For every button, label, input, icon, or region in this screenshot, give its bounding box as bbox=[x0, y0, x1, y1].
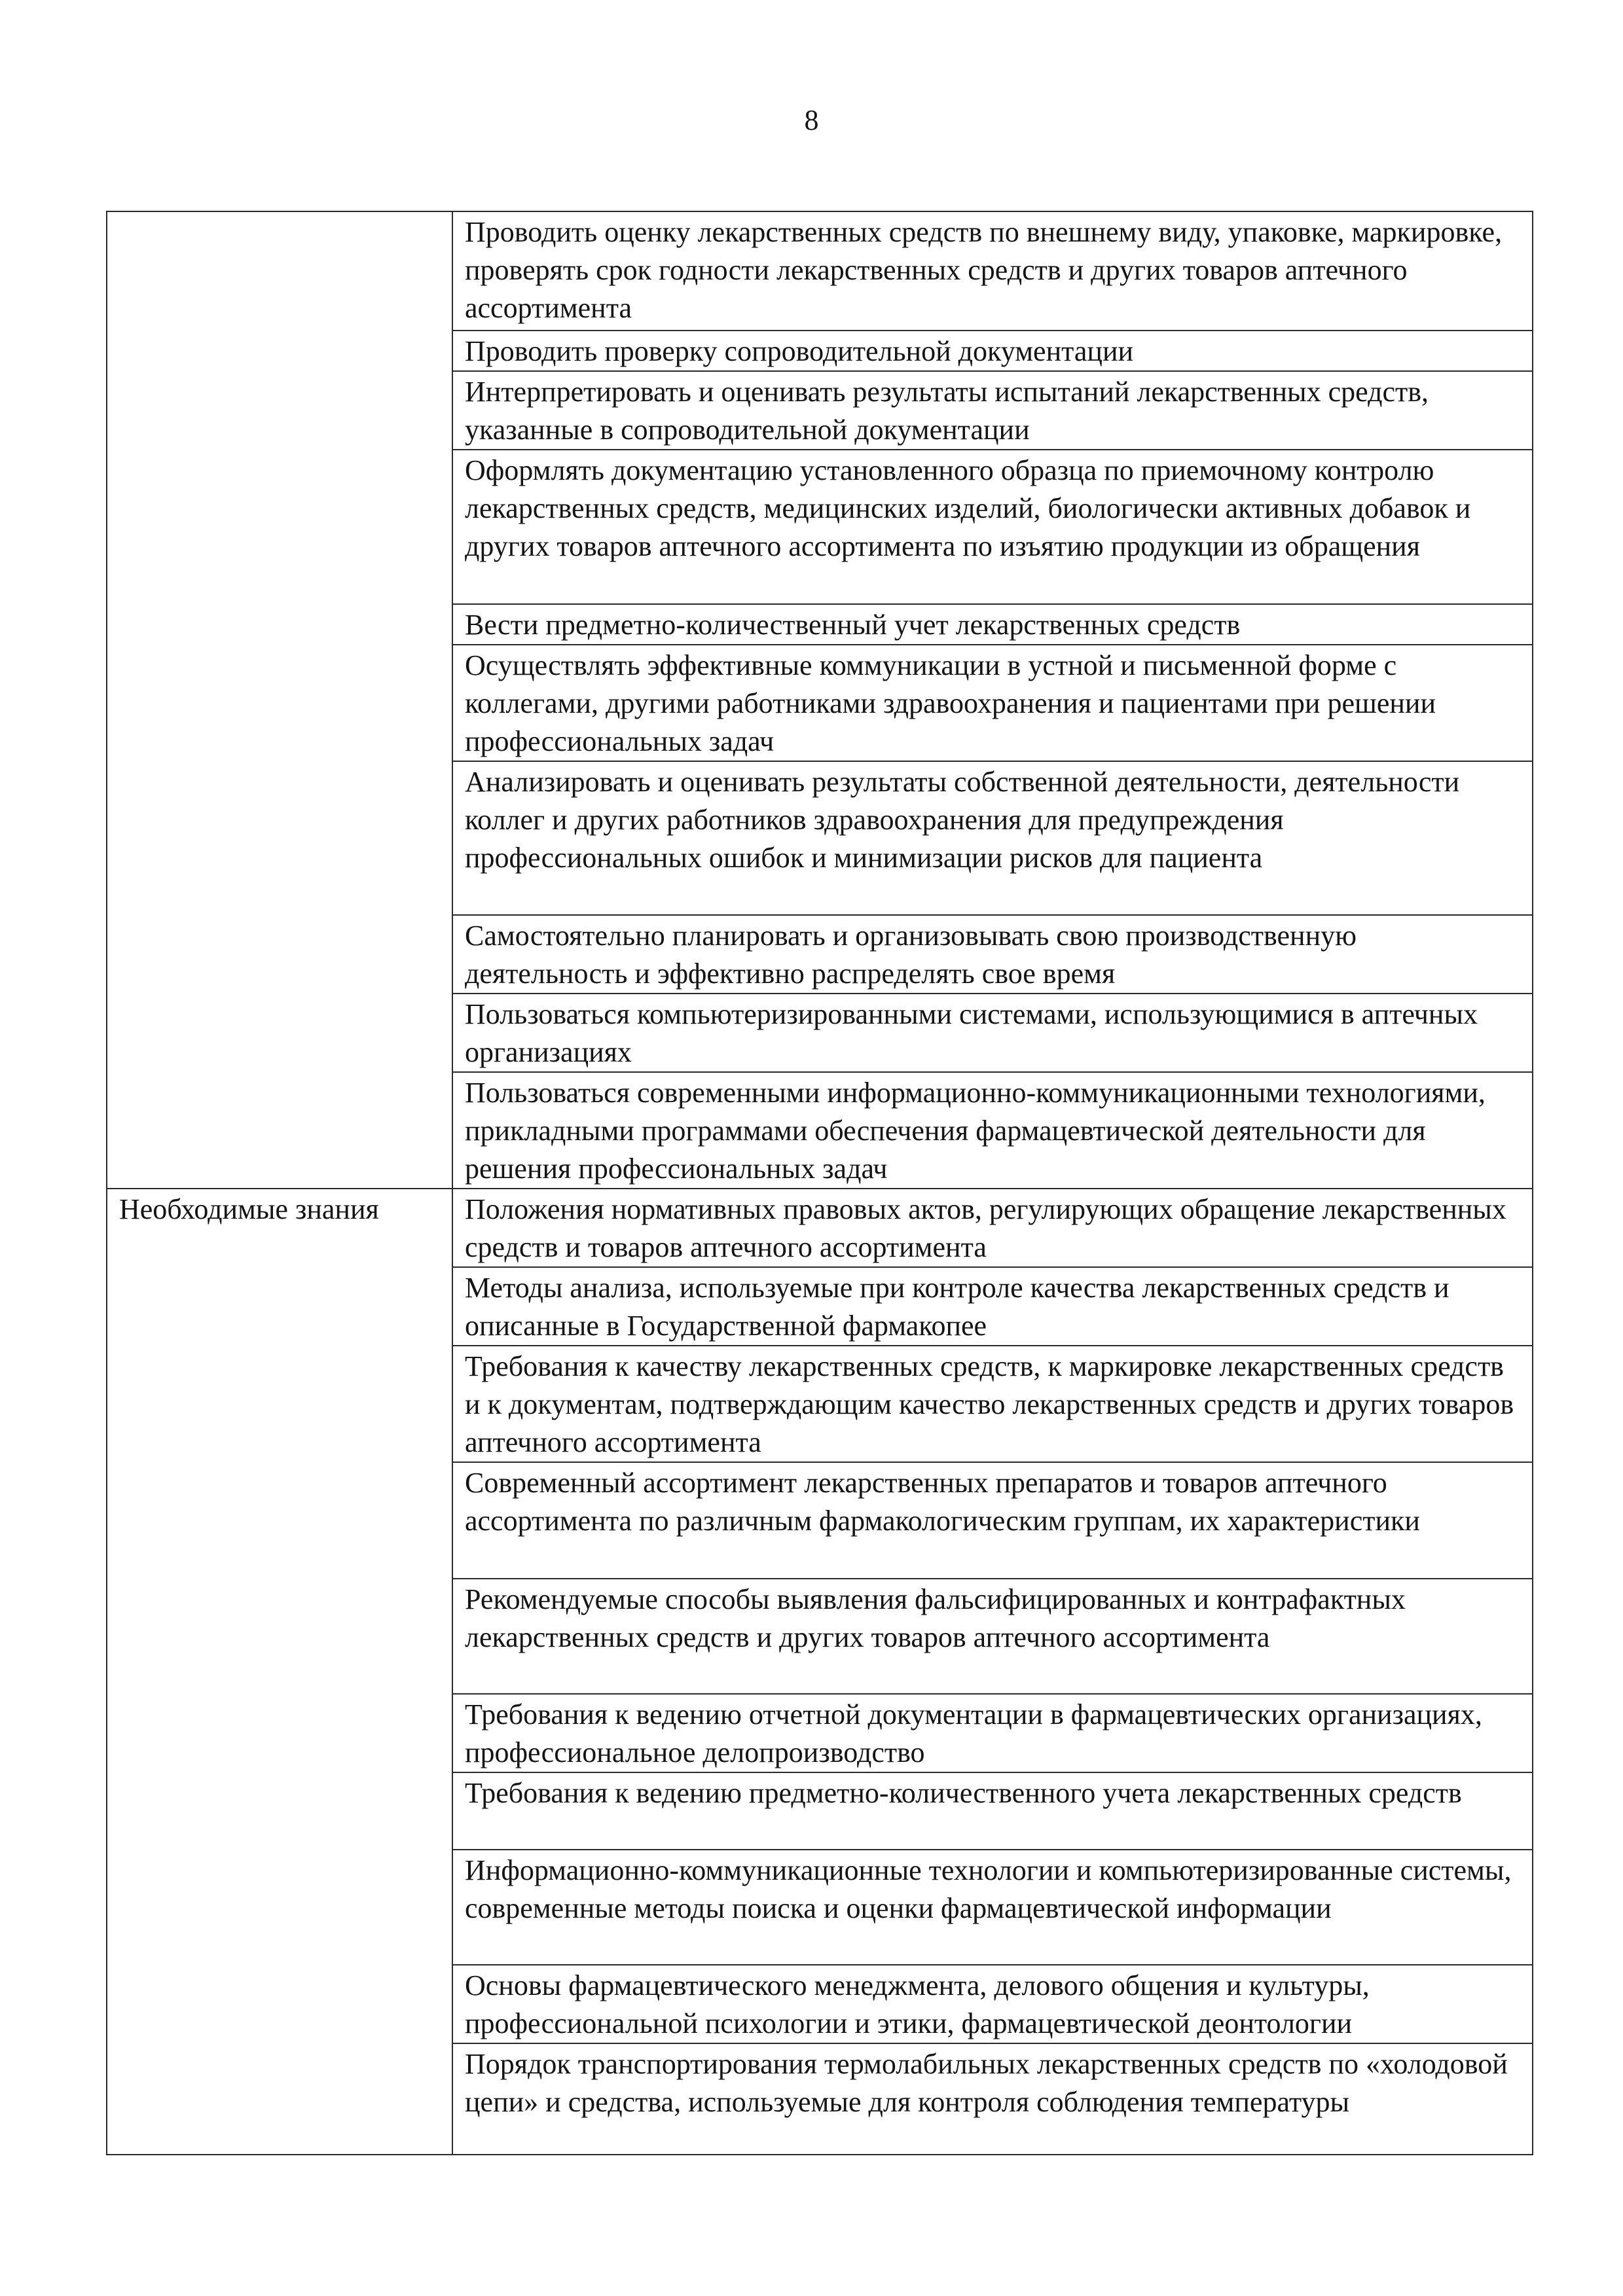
table-cell: Требования к ведению предметно-количественного учета лекарственных средств bbox=[452, 1772, 1533, 1850]
table-row bbox=[107, 211, 1533, 331]
table-cell: Положения нормативных правовых актов, регулирующих обращение лекарственных средств и товаров аптечного ассортимента bbox=[452, 1189, 1533, 1267]
knowledge-label-cell bbox=[107, 1189, 452, 2155]
skills-table bbox=[106, 211, 1533, 2155]
table-cell: Проводить проверку сопроводительной документации bbox=[452, 331, 1533, 371]
table-cell: Рекомендуемые способы выявления фальсифицированных и контрафактных лекарственных средств и других товаров аптечного ассортимента bbox=[452, 1579, 1533, 1694]
table-cell: Требования к ведению отчетной документации в фармацевтических организациях, профессиональное делопроизводство bbox=[452, 1694, 1533, 1772]
table-cell: Анализировать и оценивать результаты собственной деятельности, деятельности коллег и других работников здравоохранения для предупреждения профессиональных ошибок и минимизации рисков для пациента bbox=[452, 761, 1533, 915]
table-cell: Вести предметно-количественный учет лекарственных средств bbox=[452, 604, 1533, 645]
table-cell: Требования к качеству лекарственных средств, к маркировке лекарственных средств и к документам, подтверждающим качество лекарственных средств и других товаров аптечного ассортимента bbox=[452, 1346, 1533, 1462]
table-cell: Методы анализа, используемые при контроле качества лекарственных средств и описанные в Государственной фармакопее bbox=[452, 1267, 1533, 1346]
table-row bbox=[107, 1189, 1533, 1267]
table-cell: Информационно-коммуникационные технологии и компьютеризированные системы, современные методы поиска и оценки фармацевтической информации bbox=[452, 1850, 1533, 1965]
table-cell: Интерпретировать и оценивать результаты испытаний лекарственных средств, указанные в сопроводительной документации bbox=[452, 371, 1533, 450]
page-number: 8 bbox=[804, 104, 819, 136]
table-cell: Пользоваться компьютеризированными системами, использующимися в аптечных организациях bbox=[452, 994, 1533, 1072]
knowledge-label: Необходимые знания bbox=[119, 1193, 379, 1225]
table-cell: Современный ассортимент лекарственных препаратов и товаров аптечного ассортимента по различным фармакологическим группам, их характеристики bbox=[452, 1462, 1533, 1579]
table-cell: Основы фармацевтического менеджмента, делового общения и культуры, профессиональной психологии и этики, фармацевтической деонтологии bbox=[452, 1965, 1533, 2043]
table-cell: Осуществлять эффективные коммуникации в устной и письменной форме с коллегами, другими работниками здравоохранения и пациентами при решении профессиональных задач bbox=[452, 645, 1533, 761]
table-cell: Пользоваться современными информационно-коммуникационными технологиями, прикладными программами обеспечения фармацевтической деятельности для решения профессиональных задач bbox=[452, 1072, 1533, 1189]
table-cell: Проводить оценку лекарственных средств по внешнему виду, упаковке, маркировке, проверять срок годности лекарственных средств и других товаров аптечного ассортимента bbox=[452, 211, 1533, 331]
upper-label-cell bbox=[107, 211, 452, 1189]
table-cell: Оформлять документацию установленного образца по приемочному контролю лекарственных средств, медицинских изделий, биологически активных добавок и других товаров аптечного ассортимента по изъятию продукции из обращения bbox=[452, 450, 1533, 604]
table-cell: Порядок транспортирования термолабильных лекарственных средств по «холодовой цепи» и средства, используемые для контроля соблюдения температуры bbox=[452, 2043, 1533, 2155]
table-cell: Самостоятельно планировать и организовывать свою производственную деятельность и эффективно распределять свое время bbox=[452, 915, 1533, 994]
